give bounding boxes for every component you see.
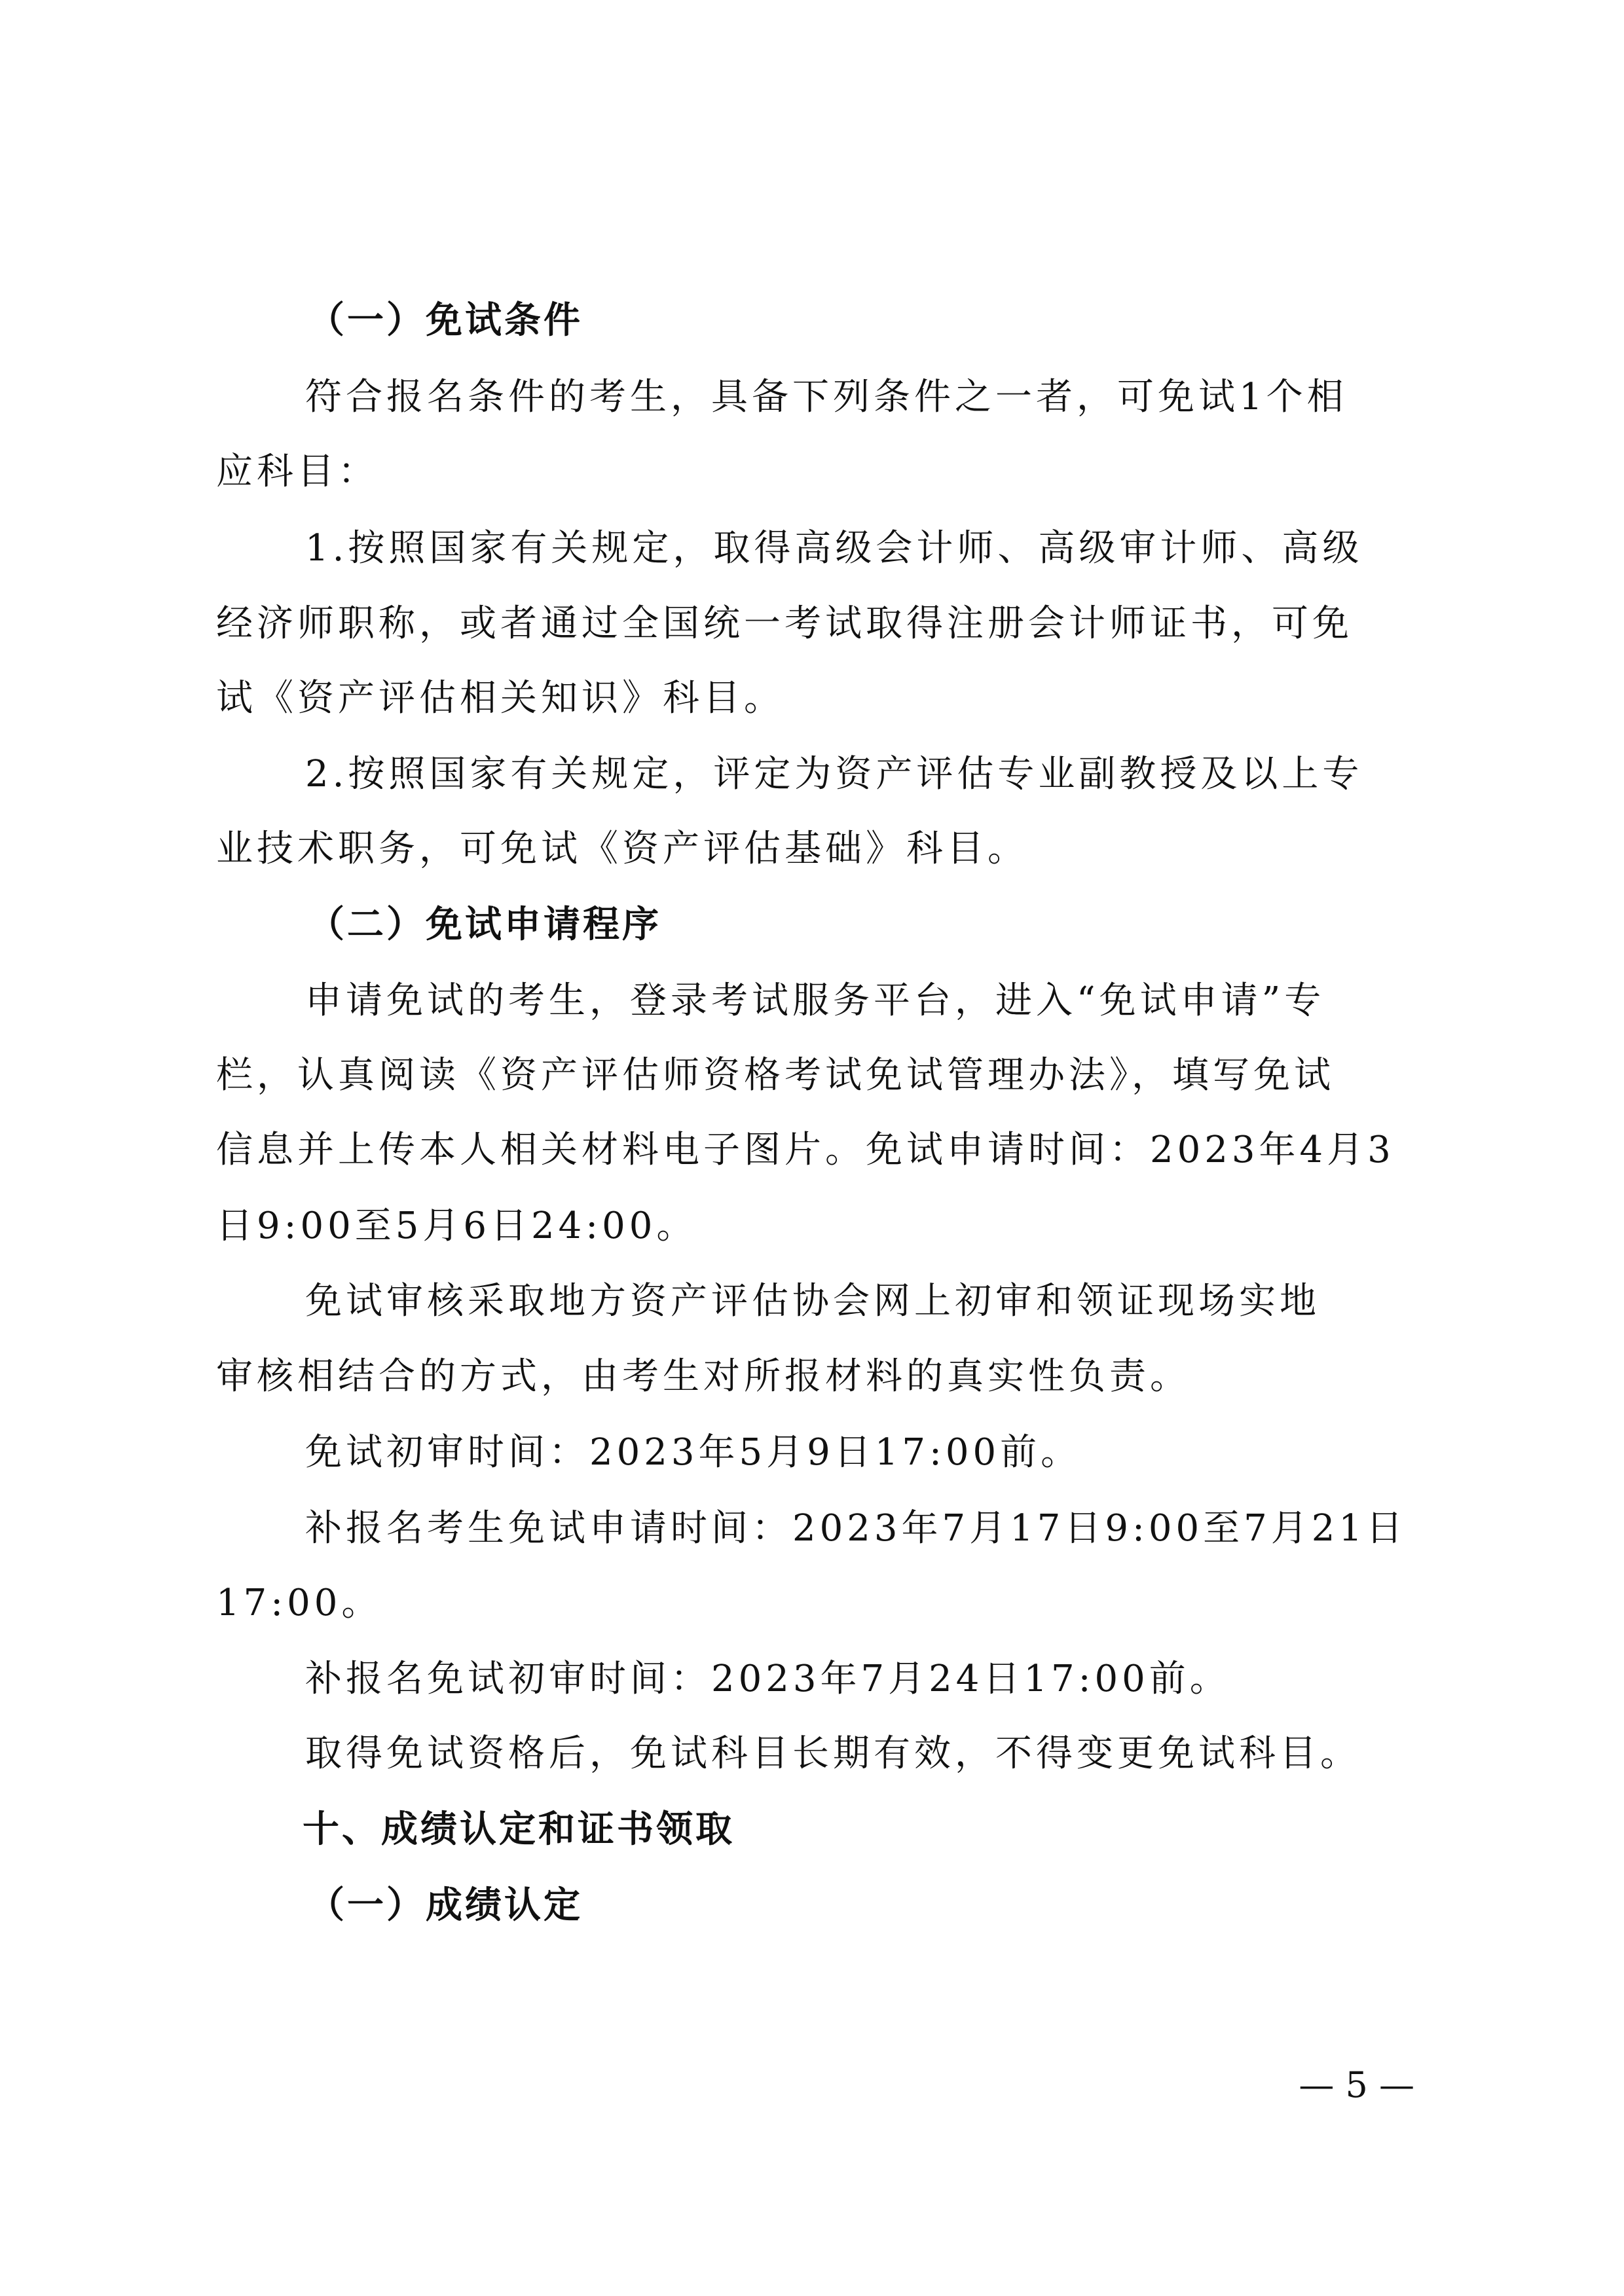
paragraph-line: 试《资产评估相关知识》科目。 <box>216 677 784 720</box>
paragraph-line: 2.按照国家有关规定，评定为资产评估专业副教授及以上专 <box>305 753 1363 795</box>
paragraph-line: 17:00。 <box>216 1582 382 1624</box>
paragraph-line: 信息并上传本人相关材料电子图片。免试申请时间：2023年4月3 <box>216 1129 1395 1171</box>
paragraph-line: 补报名免试初审时间：2023年7月24日17:00前。 <box>305 1658 1230 1700</box>
section-heading-exemption-conditions: （一）免试条件 <box>308 299 583 342</box>
paragraph-line: 免试审核采取地方资产评估协会网上初审和领证现场实地 <box>305 1280 1320 1322</box>
paragraph-line: 应科目： <box>216 450 378 493</box>
paragraph-line: 申请免试的考生，登录考试服务平台，进入“免试申请”专 <box>305 979 1325 1022</box>
paragraph-line: 审核相结合的方式，由考生对所报材料的真实性负责。 <box>216 1355 1190 1398</box>
section-heading-exemption-procedure: （二）免试申请程序 <box>308 903 661 946</box>
paragraph-line: 经济师职称，或者通过全国统一考试取得注册会计师证书，可免 <box>216 602 1353 645</box>
paragraph-line: 业技术职务，可免试《资产评估基础》科目。 <box>216 828 1028 870</box>
paragraph-line: 取得免试资格后，免试科目长期有效，不得变更免试科目。 <box>305 1732 1361 1775</box>
paragraph-line: 补报名考生免试申请时间：2023年7月17日9:00至7月21日 <box>305 1507 1407 1550</box>
paragraph-line: 栏，认真阅读《资产评估师资格考试免试管理办法》，填写免试 <box>216 1054 1335 1097</box>
chapter-heading-score-and-certificate: 十、成绩认定和证书领取 <box>303 1808 735 1851</box>
section-heading-score-recognition: （一）成绩认定 <box>308 1884 583 1927</box>
paragraph-line: 1.按照国家有关规定，取得高级会计师、高级审计师、高级 <box>305 527 1363 570</box>
paragraph-line: 日9:00至5月6日24:00。 <box>216 1205 697 1247</box>
paragraph-line: 免试初审时间：2023年5月9日17:00前。 <box>305 1431 1082 1474</box>
paragraph-line: 符合报名条件的考生，具备下列条件之一者，可免试1个相 <box>305 376 1348 418</box>
page-number: — 5 — <box>1299 2064 1414 2105</box>
